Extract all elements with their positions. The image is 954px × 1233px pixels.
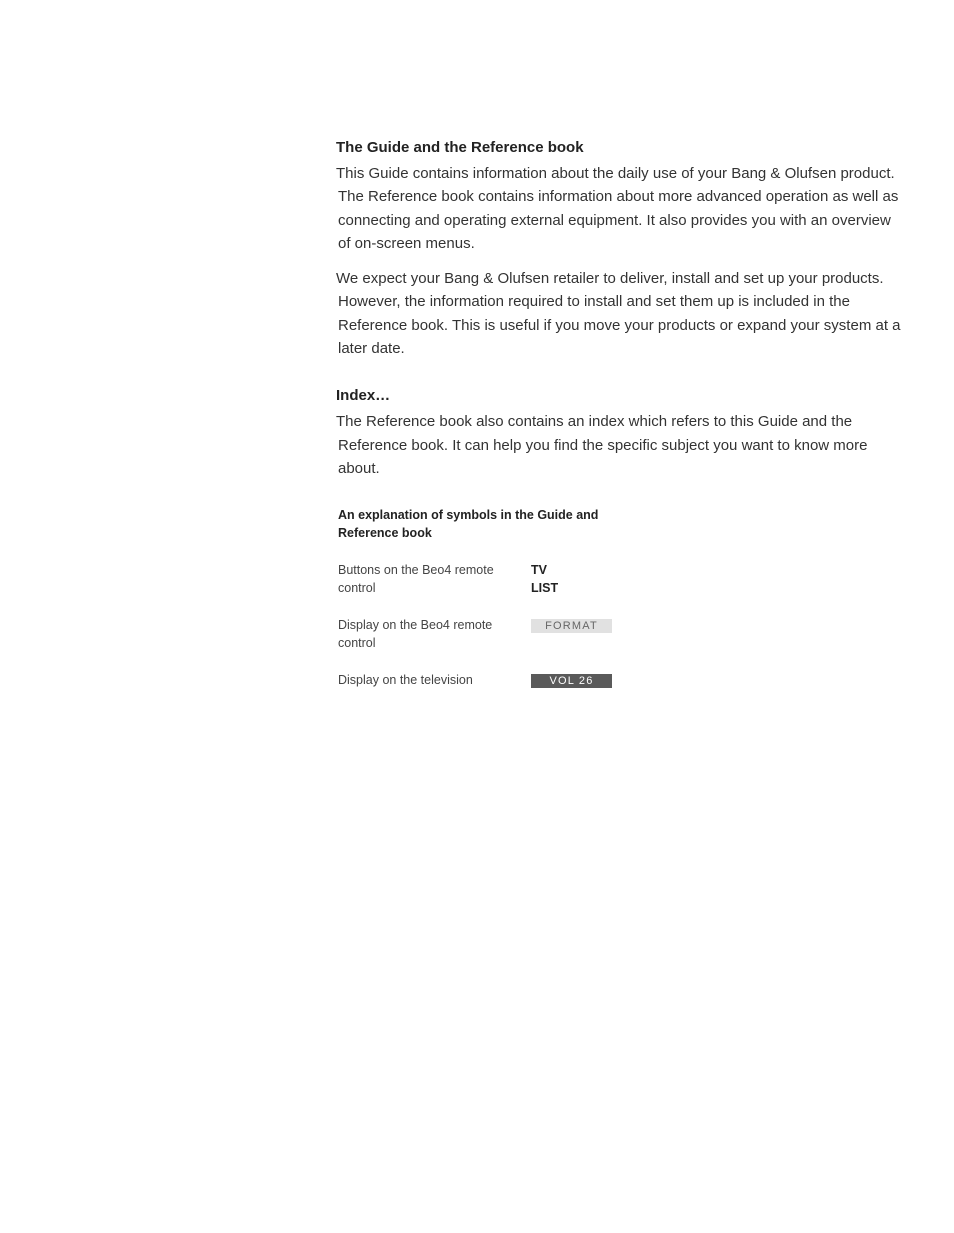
index-section-title: Index…: [336, 387, 391, 405]
symbol-label-buttons: Buttons on the Beo4 remote control: [338, 563, 494, 596]
index-paragraph: The Reference book also contains an index which refers to this Guide and the Reference book. It can help you find the specific subject you want to know more about.: [336, 413, 868, 477]
symbol-row-beo4-display: [338, 616, 906, 652]
guide-paragraph-1: This Guide contains information about the daily use of your Bang & Olufsen product. The Reference book contains information about more advanced operation as well as connecting and operating external equipment. It also provides you with an overview of on-screen menus.: [336, 165, 899, 252]
tv-display-box: VOL 26: [531, 674, 612, 688]
guide-paragraph-2: We expect your Bang & Olufsen retailer to deliver, install and set up your products. However, the information required to install and set them up is included in the Reference book. This is useful if you move your products or expand your system at a later date.: [336, 270, 901, 358]
guide-section-title: The Guide and the Reference book: [336, 139, 584, 156]
symbols-title: An explanation of symbols in the Guide and Reference book: [338, 508, 599, 541]
symbol-row-buttons: [338, 561, 906, 597]
beo4-display-sample: [531, 616, 612, 634]
symbol-label-beo4-display: Display on the Beo4 remote control: [338, 618, 493, 651]
tv-display-sample: [531, 671, 612, 689]
section-spacer: [336, 372, 906, 386]
page-content: [336, 138, 906, 708]
button-name-tv: TV: [531, 563, 547, 578]
beo4-button-names: [531, 561, 558, 597]
symbol-row-tv-display: [338, 671, 906, 689]
beo4-display-box: FORMAT: [531, 619, 612, 633]
symbol-label-tv-display: Display on the television: [338, 673, 473, 688]
button-name-list: LIST: [531, 581, 559, 596]
